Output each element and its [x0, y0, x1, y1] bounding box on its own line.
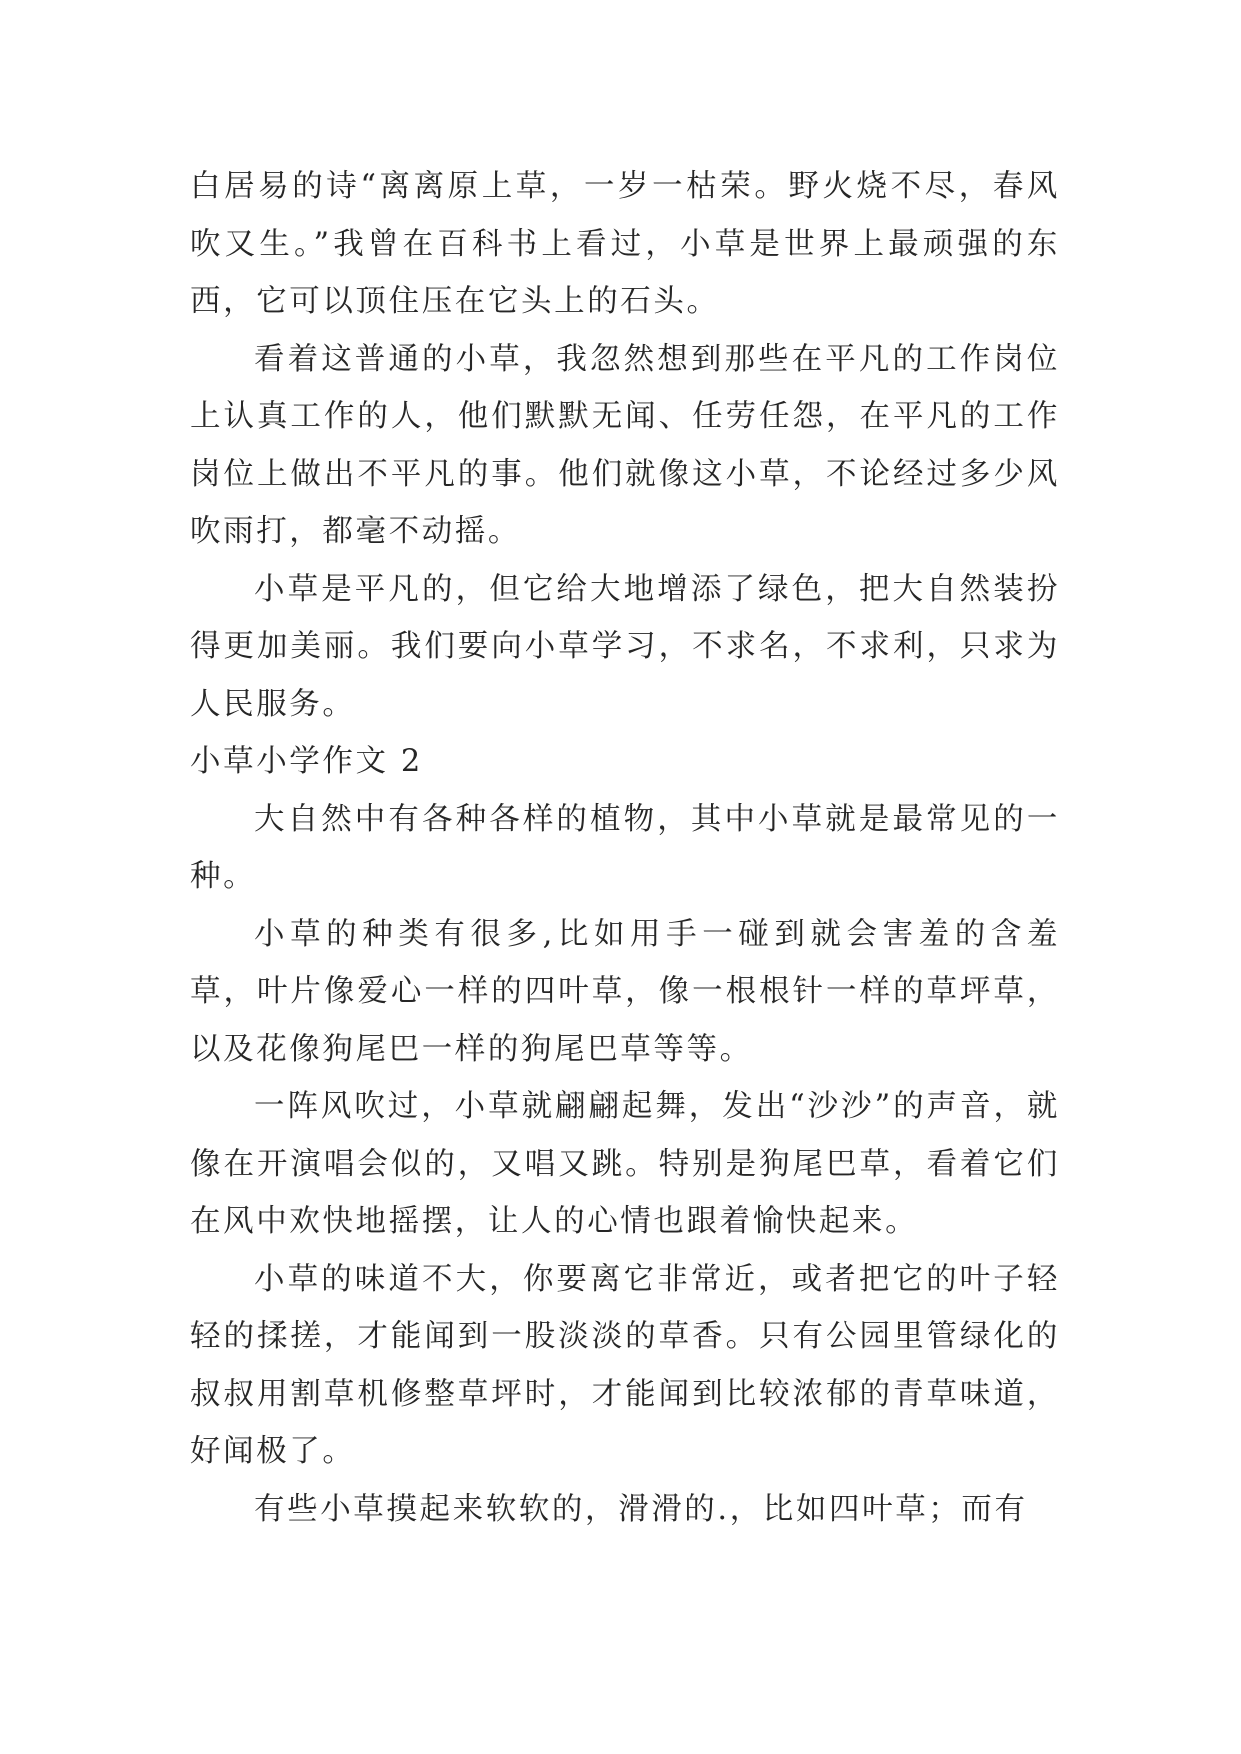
paragraph-5: 小草的种类有很多,比如用手一碰到就会害羞的含羞草，叶片像爱心一样的四叶草，像一根根针一样的草坪草，以及花像狗尾巴一样的狗尾巴草等等。 — [190, 916, 1060, 1067]
paragraph-7: 小草的味道不大，你要离它非常近，或者把它的叶子轻轻的揉搓，才能闻到一股淡淡的草香。只有公园里管绿化的叔叔用割草机修整草坪时，才能闻到比较浓郁的青草味道，好闻极了。 — [190, 1261, 1060, 1469]
paragraph-8: 有些小草摸起来软软的，滑滑的.，比如四叶草；而有 — [254, 1491, 1028, 1527]
paragraph-4: 大自然中有各种各样的植物，其中小草就是最常见的一种。 — [190, 801, 1060, 894]
document-body — [190, 158, 1060, 1538]
section-heading: 小草小学作文 2 — [190, 744, 423, 779]
paragraph-3: 小草是平凡的，但它给大地增添了绿色，把大自然装扮得更加美丽。我们要向小草学习，不求名，不求利，只求为人民服务。 — [190, 571, 1060, 722]
paragraph-2: 看着这普通的小草，我忽然想到那些在平凡的工作岗位上认真工作的人，他们默默无闻、任劳任怨，在平凡的工作岗位上做出不平凡的事。他们就像这小草，不论经过多少风吹雨打，都毫不动摇。 — [190, 341, 1060, 549]
paragraph-1: 白居易的诗“离离原上草，一岁一枯荣。野火烧不尽，春风吹又生。”我曾在百科书上看过，小草是世界上最顽强的东西，它可以顶住压在它头上的石头。 — [190, 169, 1060, 319]
paragraph-6: 一阵风吹过，小草就翩翩起舞，发出“沙沙”的声音，就像在开演唱会似的，又唱又跳。特别是狗尾巴草，看着它们在风中欢快地摇摆，让人的心情也跟着愉快起来。 — [190, 1089, 1060, 1239]
